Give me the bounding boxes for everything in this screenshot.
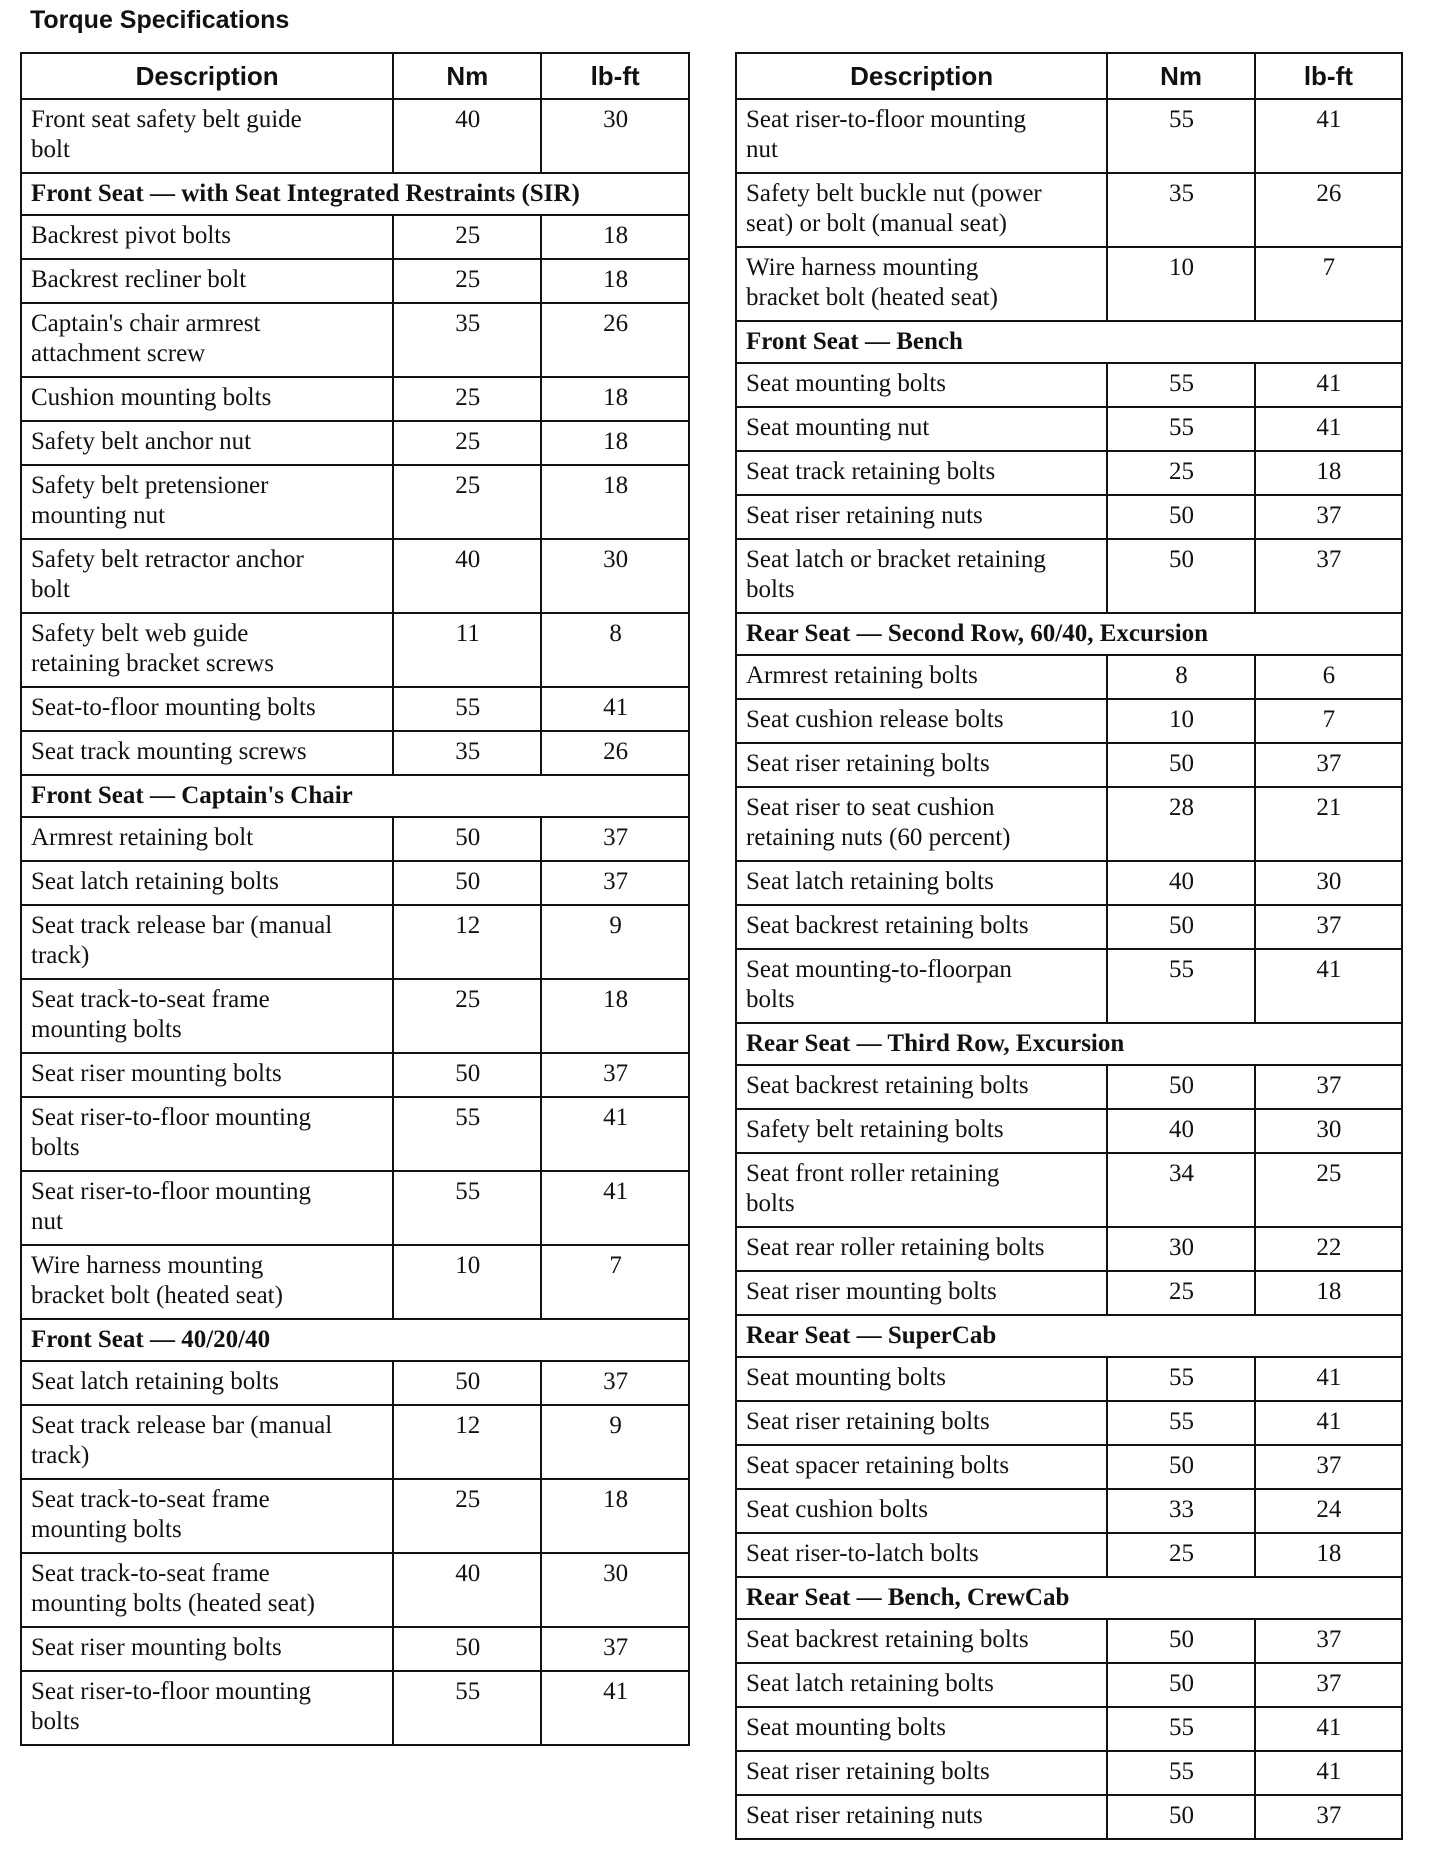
description-cell: Seat front roller retaining bolts xyxy=(736,1153,1107,1227)
description-cell: Safety belt retractor anchor bolt xyxy=(21,539,393,613)
description-cell: Seat riser-to-floor mounting bolts xyxy=(21,1097,393,1171)
description-cell: Backrest recliner bolt xyxy=(21,259,393,303)
table-row xyxy=(21,259,689,303)
lbft-cell: 7 xyxy=(541,1245,689,1319)
nm-cell: 10 xyxy=(1107,247,1254,321)
nm-cell: 8 xyxy=(1107,655,1254,699)
table-row xyxy=(21,979,689,1053)
column-header-nm: Nm xyxy=(393,53,541,99)
nm-cell: 25 xyxy=(1107,451,1254,495)
nm-cell: 34 xyxy=(1107,1153,1254,1227)
nm-cell: 25 xyxy=(393,979,541,1053)
table-row xyxy=(21,613,689,687)
description-cell: Seat track release bar (manual track) xyxy=(21,905,393,979)
nm-cell: 10 xyxy=(1107,699,1254,743)
nm-cell: 50 xyxy=(1107,905,1254,949)
table-row xyxy=(21,1171,689,1245)
table-row xyxy=(736,905,1402,949)
page-title: Torque Specifications xyxy=(30,6,290,34)
lbft-cell: 18 xyxy=(541,259,689,303)
description-cell: Armrest retaining bolts xyxy=(736,655,1107,699)
lbft-cell: 37 xyxy=(1255,1065,1402,1109)
section-row xyxy=(736,1023,1402,1065)
table-row xyxy=(736,1707,1402,1751)
column-header-description: Description xyxy=(736,53,1107,99)
section-heading: Rear Seat — Second Row, 60/40, Excursion xyxy=(736,613,1402,655)
lbft-cell: 18 xyxy=(541,1479,689,1553)
nm-cell: 40 xyxy=(393,1553,541,1627)
table-row xyxy=(736,1795,1402,1839)
description-cell: Seat riser-to-floor mounting nut xyxy=(21,1171,393,1245)
lbft-cell: 37 xyxy=(541,817,689,861)
table-row xyxy=(736,451,1402,495)
table-row xyxy=(21,377,689,421)
table-row xyxy=(21,1053,689,1097)
table-row xyxy=(736,173,1402,247)
lbft-cell: 37 xyxy=(541,1627,689,1671)
torque-table-right xyxy=(735,52,1403,1840)
description-cell: Armrest retaining bolt xyxy=(21,817,393,861)
table-row xyxy=(21,99,689,173)
table-row xyxy=(21,421,689,465)
table-row xyxy=(21,1361,689,1405)
lbft-cell: 18 xyxy=(541,465,689,539)
table-row xyxy=(736,1357,1402,1401)
lbft-cell: 37 xyxy=(1255,743,1402,787)
section-row xyxy=(736,1315,1402,1357)
lbft-cell: 9 xyxy=(541,1405,689,1479)
table-row xyxy=(736,539,1402,613)
table-row xyxy=(736,861,1402,905)
lbft-cell: 24 xyxy=(1255,1489,1402,1533)
nm-cell: 40 xyxy=(1107,1109,1254,1153)
table-row xyxy=(736,699,1402,743)
table-row xyxy=(21,731,689,775)
lbft-cell: 37 xyxy=(541,861,689,905)
lbft-cell: 7 xyxy=(1255,699,1402,743)
lbft-cell: 18 xyxy=(1255,1271,1402,1315)
lbft-cell: 41 xyxy=(1255,1401,1402,1445)
table-row xyxy=(736,655,1402,699)
description-cell: Backrest pivot bolts xyxy=(21,215,393,259)
description-cell: Seat track release bar (manual track) xyxy=(21,1405,393,1479)
nm-cell: 25 xyxy=(393,1479,541,1553)
nm-cell: 50 xyxy=(1107,743,1254,787)
nm-cell: 50 xyxy=(393,861,541,905)
nm-cell: 55 xyxy=(1107,1707,1254,1751)
lbft-cell: 41 xyxy=(1255,1707,1402,1751)
description-cell: Seat backrest retaining bolts xyxy=(736,905,1107,949)
nm-cell: 55 xyxy=(393,1097,541,1171)
table-row xyxy=(21,861,689,905)
table-row xyxy=(21,905,689,979)
section-heading: Front Seat — with Seat Integrated Restraints (SIR) xyxy=(21,173,689,215)
lbft-cell: 37 xyxy=(1255,1619,1402,1663)
table-row xyxy=(736,949,1402,1023)
lbft-cell: 22 xyxy=(1255,1227,1402,1271)
table-row xyxy=(736,1401,1402,1445)
lbft-cell: 18 xyxy=(541,979,689,1053)
nm-cell: 25 xyxy=(1107,1533,1254,1577)
lbft-cell: 26 xyxy=(541,731,689,775)
nm-cell: 50 xyxy=(1107,1065,1254,1109)
header-row xyxy=(736,53,1402,99)
table-row xyxy=(736,407,1402,451)
section-row xyxy=(736,321,1402,363)
lbft-cell: 18 xyxy=(1255,451,1402,495)
table-row xyxy=(21,1245,689,1319)
lbft-cell: 41 xyxy=(1255,99,1402,173)
description-cell: Seat track-to-seat frame mounting bolts xyxy=(21,1479,393,1553)
description-cell: Seat latch retaining bolts xyxy=(736,861,1107,905)
description-cell: Wire harness mounting bracket bolt (heated seat) xyxy=(21,1245,393,1319)
section-row xyxy=(21,173,689,215)
table-row xyxy=(736,495,1402,539)
lbft-cell: 18 xyxy=(541,421,689,465)
nm-cell: 35 xyxy=(1107,173,1254,247)
table-row xyxy=(21,1671,689,1745)
lbft-cell: 30 xyxy=(541,539,689,613)
nm-cell: 25 xyxy=(393,377,541,421)
section-row xyxy=(736,1577,1402,1619)
table-row xyxy=(736,247,1402,321)
nm-cell: 50 xyxy=(393,1361,541,1405)
description-cell: Captain's chair armrest attachment screw xyxy=(21,303,393,377)
lbft-cell: 37 xyxy=(541,1361,689,1405)
description-cell: Seat riser mounting bolts xyxy=(736,1271,1107,1315)
nm-cell: 50 xyxy=(1107,1445,1254,1489)
nm-cell: 50 xyxy=(393,1053,541,1097)
table-row xyxy=(21,215,689,259)
description-cell: Cushion mounting bolts xyxy=(21,377,393,421)
lbft-cell: 37 xyxy=(1255,1445,1402,1489)
description-cell: Seat track mounting screws xyxy=(21,731,393,775)
table-row xyxy=(21,1479,689,1553)
table-row xyxy=(21,1627,689,1671)
lbft-cell: 41 xyxy=(541,1097,689,1171)
description-cell: Seat riser to seat cushion retaining nuts (60 percent) xyxy=(736,787,1107,861)
lbft-cell: 41 xyxy=(1255,407,1402,451)
lbft-cell: 8 xyxy=(541,613,689,687)
table-row xyxy=(21,539,689,613)
description-cell: Seat mounting bolts xyxy=(736,1357,1107,1401)
nm-cell: 12 xyxy=(393,1405,541,1479)
nm-cell: 50 xyxy=(1107,1663,1254,1707)
lbft-cell: 6 xyxy=(1255,655,1402,699)
description-cell: Seat riser retaining bolts xyxy=(736,1751,1107,1795)
section-row xyxy=(21,1319,689,1361)
nm-cell: 55 xyxy=(1107,949,1254,1023)
lbft-cell: 18 xyxy=(541,215,689,259)
description-cell: Seat rear roller retaining bolts xyxy=(736,1227,1107,1271)
nm-cell: 33 xyxy=(1107,1489,1254,1533)
lbft-cell: 37 xyxy=(1255,539,1402,613)
lbft-cell: 25 xyxy=(1255,1153,1402,1227)
table-row xyxy=(736,743,1402,787)
nm-cell: 55 xyxy=(1107,1401,1254,1445)
header-row xyxy=(21,53,689,99)
nm-cell: 55 xyxy=(1107,99,1254,173)
description-cell: Seat mounting bolts xyxy=(736,1707,1107,1751)
table-row xyxy=(21,1097,689,1171)
table-row xyxy=(21,303,689,377)
table-row xyxy=(21,465,689,539)
lbft-cell: 30 xyxy=(541,99,689,173)
section-row xyxy=(736,613,1402,655)
description-cell: Seat backrest retaining bolts xyxy=(736,1619,1107,1663)
nm-cell: 40 xyxy=(1107,861,1254,905)
description-cell: Safety belt retaining bolts xyxy=(736,1109,1107,1153)
description-cell: Seat riser-to-latch bolts xyxy=(736,1533,1107,1577)
description-cell: Seat riser retaining bolts xyxy=(736,743,1107,787)
description-cell: Seat latch or bracket retaining bolts xyxy=(736,539,1107,613)
table-row xyxy=(736,787,1402,861)
lbft-cell: 37 xyxy=(1255,905,1402,949)
description-cell: Seat spacer retaining bolts xyxy=(736,1445,1107,1489)
description-cell: Seat mounting bolts xyxy=(736,363,1107,407)
section-heading: Rear Seat — Third Row, Excursion xyxy=(736,1023,1402,1065)
section-heading: Rear Seat — Bench, CrewCab xyxy=(736,1577,1402,1619)
description-cell: Seat backrest retaining bolts xyxy=(736,1065,1107,1109)
nm-cell: 30 xyxy=(1107,1227,1254,1271)
nm-cell: 55 xyxy=(393,1171,541,1245)
lbft-cell: 37 xyxy=(1255,1795,1402,1839)
section-heading: Rear Seat — SuperCab xyxy=(736,1315,1402,1357)
column-header-description: Description xyxy=(21,53,393,99)
nm-cell: 11 xyxy=(393,613,541,687)
torque-table-left xyxy=(20,52,690,1746)
table-row xyxy=(736,1065,1402,1109)
lbft-cell: 41 xyxy=(1255,949,1402,1023)
table-row xyxy=(21,817,689,861)
nm-cell: 55 xyxy=(393,1671,541,1745)
nm-cell: 25 xyxy=(393,465,541,539)
description-cell: Safety belt web guide retaining bracket screws xyxy=(21,613,393,687)
section-heading: Front Seat — Captain's Chair xyxy=(21,775,689,817)
column-header-nm: Nm xyxy=(1107,53,1254,99)
lbft-cell: 37 xyxy=(541,1053,689,1097)
lbft-cell: 30 xyxy=(1255,1109,1402,1153)
nm-cell: 55 xyxy=(1107,407,1254,451)
description-cell: Seat riser retaining bolts xyxy=(736,1401,1107,1445)
table-row xyxy=(736,1227,1402,1271)
table-row xyxy=(21,1553,689,1627)
table-row xyxy=(736,1271,1402,1315)
nm-cell: 12 xyxy=(393,905,541,979)
lbft-cell: 41 xyxy=(1255,1751,1402,1795)
description-cell: Seat-to-floor mounting bolts xyxy=(21,687,393,731)
description-cell: Seat riser mounting bolts xyxy=(21,1053,393,1097)
description-cell: Seat cushion bolts xyxy=(736,1489,1107,1533)
section-heading: Front Seat — 40/20/40 xyxy=(21,1319,689,1361)
nm-cell: 40 xyxy=(393,99,541,173)
lbft-cell: 26 xyxy=(1255,173,1402,247)
nm-cell: 50 xyxy=(393,817,541,861)
description-cell: Safety belt pretensioner mounting nut xyxy=(21,465,393,539)
description-cell: Seat cushion release bolts xyxy=(736,699,1107,743)
description-cell: Seat mounting-to-floorpan bolts xyxy=(736,949,1107,1023)
table-row xyxy=(736,1533,1402,1577)
table-row xyxy=(736,1109,1402,1153)
description-cell: Seat track retaining bolts xyxy=(736,451,1107,495)
description-cell: Seat latch retaining bolts xyxy=(21,1361,393,1405)
lbft-cell: 30 xyxy=(1255,861,1402,905)
nm-cell: 35 xyxy=(393,303,541,377)
lbft-cell: 41 xyxy=(541,1671,689,1745)
description-cell: Safety belt anchor nut xyxy=(21,421,393,465)
description-cell: Seat riser-to-floor mounting bolts xyxy=(21,1671,393,1745)
lbft-cell: 18 xyxy=(1255,1533,1402,1577)
description-cell: Wire harness mounting bracket bolt (heated seat) xyxy=(736,247,1107,321)
nm-cell: 50 xyxy=(1107,1795,1254,1839)
nm-cell: 25 xyxy=(393,215,541,259)
nm-cell: 55 xyxy=(393,687,541,731)
lbft-cell: 30 xyxy=(541,1553,689,1627)
nm-cell: 50 xyxy=(1107,539,1254,613)
description-cell: Safety belt buckle nut (power seat) or bolt (manual seat) xyxy=(736,173,1107,247)
description-cell: Seat riser retaining nuts xyxy=(736,495,1107,539)
lbft-cell: 9 xyxy=(541,905,689,979)
table-row xyxy=(736,1445,1402,1489)
section-heading: Front Seat — Bench xyxy=(736,321,1402,363)
nm-cell: 25 xyxy=(393,259,541,303)
description-cell: Seat track-to-seat frame mounting bolts (heated seat) xyxy=(21,1553,393,1627)
table-row xyxy=(736,1489,1402,1533)
nm-cell: 10 xyxy=(393,1245,541,1319)
description-cell: Seat riser retaining nuts xyxy=(736,1795,1107,1839)
lbft-cell: 26 xyxy=(541,303,689,377)
table-row xyxy=(736,99,1402,173)
lbft-cell: 7 xyxy=(1255,247,1402,321)
lbft-cell: 41 xyxy=(541,687,689,731)
section-row xyxy=(21,775,689,817)
nm-cell: 25 xyxy=(1107,1271,1254,1315)
nm-cell: 55 xyxy=(1107,363,1254,407)
table-row xyxy=(736,1153,1402,1227)
nm-cell: 35 xyxy=(393,731,541,775)
lbft-cell: 37 xyxy=(1255,495,1402,539)
description-cell: Front seat safety belt guide bolt xyxy=(21,99,393,173)
table-row xyxy=(736,1663,1402,1707)
table-row xyxy=(736,363,1402,407)
nm-cell: 40 xyxy=(393,539,541,613)
table-row xyxy=(21,1405,689,1479)
nm-cell: 55 xyxy=(1107,1357,1254,1401)
nm-cell: 55 xyxy=(1107,1751,1254,1795)
lbft-cell: 41 xyxy=(1255,363,1402,407)
lbft-cell: 41 xyxy=(541,1171,689,1245)
description-cell: Seat riser mounting bolts xyxy=(21,1627,393,1671)
description-cell: Seat latch retaining bolts xyxy=(736,1663,1107,1707)
lbft-cell: 21 xyxy=(1255,787,1402,861)
table-row xyxy=(736,1751,1402,1795)
description-cell: Seat track-to-seat frame mounting bolts xyxy=(21,979,393,1053)
description-cell: Seat latch retaining bolts xyxy=(21,861,393,905)
nm-cell: 25 xyxy=(393,421,541,465)
nm-cell: 50 xyxy=(1107,1619,1254,1663)
nm-cell: 28 xyxy=(1107,787,1254,861)
lbft-cell: 37 xyxy=(1255,1663,1402,1707)
nm-cell: 50 xyxy=(1107,495,1254,539)
nm-cell: 50 xyxy=(393,1627,541,1671)
column-header-lbft: lb-ft xyxy=(541,53,689,99)
lbft-cell: 18 xyxy=(541,377,689,421)
column-header-lbft: lb-ft xyxy=(1255,53,1402,99)
description-cell: Seat riser-to-floor mounting nut xyxy=(736,99,1107,173)
description-cell: Seat mounting nut xyxy=(736,407,1107,451)
lbft-cell: 41 xyxy=(1255,1357,1402,1401)
table-row xyxy=(736,1619,1402,1663)
table-row xyxy=(21,687,689,731)
